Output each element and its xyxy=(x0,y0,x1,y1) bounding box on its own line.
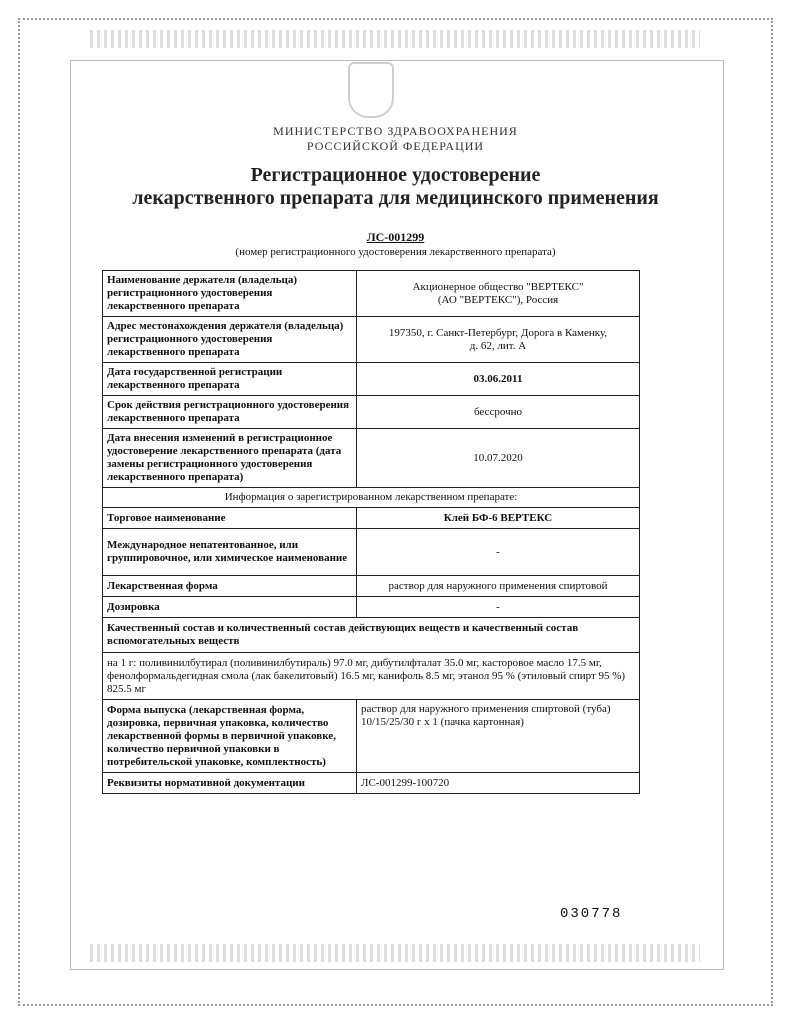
title-line1: Регистрационное удостоверение xyxy=(250,164,541,186)
reg-date-label: Дата государственной регистрации лекарственного препарата xyxy=(103,363,357,396)
title-line2: лекарственного препарата для медицинского применения xyxy=(132,187,659,209)
holder-value-line1: Акционерное общество "ВЕРТЕКС" xyxy=(412,280,584,293)
table-row xyxy=(103,508,640,529)
table-row xyxy=(103,317,640,363)
serial-number: 030778 xyxy=(560,906,623,922)
address-value-line2: д. 62, лит. А xyxy=(469,339,527,352)
table-row xyxy=(103,429,640,488)
release-form-label: Форма выпуска (лекарственная форма, дозировка, первичная упаковка, количество лекарственной формы в первичной упаковке, количество первичной упаковки в потребительской упаковке, комплектность) xyxy=(103,700,357,773)
table-row xyxy=(103,271,640,317)
inn-value: - xyxy=(357,529,640,576)
table-row xyxy=(103,488,640,508)
validity-label: Срок действия регистрационного удостоверения лекарственного препарата xyxy=(103,396,357,429)
reg-date-value: 03.06.2011 xyxy=(357,363,640,396)
info-header: Информация о зарегистрированном лекарственном препарате: xyxy=(103,488,640,508)
table-row xyxy=(103,618,640,653)
change-date-label: Дата внесения изменений в регистрационное удостоверение лекарственного препарата (дата замены регистрационного удостоверения лекарственного препарата) xyxy=(103,429,357,488)
holder-label: Наименование держателя (владельца) регистрационного удостоверения лекарственного препарата xyxy=(103,271,357,317)
address-label: Адрес местонахождения держателя (владельца) регистрационного удостоверения лекарственного препарата xyxy=(103,317,357,363)
dosage-value: - xyxy=(357,597,640,618)
table-row xyxy=(103,576,640,597)
normative-value: ЛС-001299-100720 xyxy=(357,773,640,794)
change-date-value: 10.07.2020 xyxy=(357,429,640,488)
inn-label: Международное непатентованное, или группировочное, или химическое наименование xyxy=(103,529,357,576)
top-ornament xyxy=(90,30,700,48)
ministry-line2: РОССИЙСКОЙ ФЕДЕРАЦИИ xyxy=(306,139,485,153)
trade-name-label: Торговое наименование xyxy=(103,508,357,529)
composition-text: на 1 г: поливинилбутирал (поливинилбутираль) 97.0 мг, дибутилфталат 35.0 мг, касторовое масло 17.5 мг, фенолформальдегидная смола (лак бакелитовый) 16.5 мг, канифоль 8.5 мг, этанол 95 % (этиловый спирт 95 %) 825.5 мг xyxy=(103,653,640,700)
table-row xyxy=(103,653,640,700)
holder-value-line2: (АО "ВЕРТЕКС"), Россия xyxy=(437,293,559,306)
address-value xyxy=(357,317,640,363)
table-row xyxy=(103,597,640,618)
table-row xyxy=(103,700,640,773)
registration-caption: (номер регистрационного удостоверения лекарственного препарата) xyxy=(235,246,556,258)
table-row xyxy=(103,773,640,794)
coat-of-arms-emblem xyxy=(348,62,394,118)
certificate-table xyxy=(102,270,640,794)
form-label: Лекарственная форма xyxy=(103,576,357,597)
dosage-label: Дозировка xyxy=(103,597,357,618)
ministry-line1: МИНИСТЕРСТВО ЗДРАВООХРАНЕНИЯ xyxy=(273,124,518,138)
composition-header: Качественный состав и количественный состав действующих веществ и качественный состав вспомогательных веществ xyxy=(103,618,640,653)
release-form-value: раствор для наружного применения спиртовой (туба) 10/15/25/30 г x 1 (пачка картонная) xyxy=(357,700,640,773)
table-row xyxy=(103,363,640,396)
validity-value: бессрочно xyxy=(357,396,640,429)
form-value: раствор для наружного применения спиртовой xyxy=(357,576,640,597)
address-value-line1: 197350, г. Санкт-Петербург, Дорога в Каменку, xyxy=(388,326,608,339)
normative-label: Реквизиты нормативной документации xyxy=(103,773,357,794)
table-row xyxy=(103,529,640,576)
bottom-ornament xyxy=(90,944,700,962)
registration-number: ЛС-001299 xyxy=(366,230,425,244)
table-row xyxy=(103,396,640,429)
holder-value xyxy=(357,271,640,317)
trade-name-value: Клей БФ-6 ВЕРТЕКС xyxy=(357,508,640,529)
